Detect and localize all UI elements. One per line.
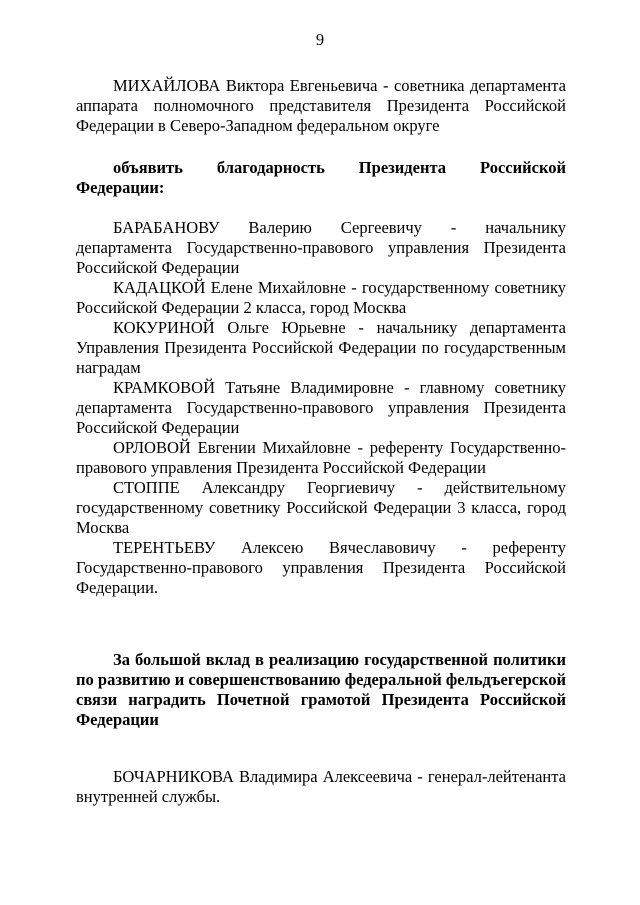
paragraph-terentyev: ТЕРЕНТЬЕВУ Алексею Вячеславовичу - референту Государственно-правового управления Президента Российской Федерации. [76, 538, 566, 597]
spacer [76, 136, 566, 158]
paragraph-kokurina: КОКУРИНОЙ Ольге Юрьевне - начальнику департамента Управления Президента Российской Федерации по государственным наградам [76, 318, 566, 377]
paragraph-stoppe: СТОППЕ Александру Георгиевичу - действительному государственному советнику Российской Федерации 3 класса, город Москва [76, 478, 566, 537]
paragraph-bocharnikov: БОЧАРНИКОВА Владимира Алексеевича - генерал-лейтенанта внутренней службы. [76, 767, 566, 806]
spacer [76, 598, 566, 650]
paragraph-kadatskaya: КАДАЦКОЙ Елене Михайловне - государственному советнику Российской Федерации 2 класса, город Москва [76, 278, 566, 317]
paragraph-mikhailova: МИХАЙЛОВА Виктора Евгеньевича - советника департамента аппарата полномочного представителя Президента Российской Федерации в Северо-Западном федеральном округе [76, 76, 566, 135]
page-number: 9 [315, 30, 325, 49]
spacer [76, 730, 566, 767]
heading-award: За большой вклад в реализацию государственной политики по развитию и совершенствованию федеральной фельдъегерской связи наградить Почетной грамотой Президента Российской Федерации [76, 650, 566, 729]
spacer [76, 198, 566, 218]
paragraph-orlova: ОРЛОВОЙ Евгении Михайловне - референту Государственно-правового управления Президента Российской Федерации [76, 438, 566, 477]
paragraph-barabanova: БАРАБАНОВУ Валерию Сергеевичу - начальнику департамента Государственно-правового управления Президента Российской Федерации [76, 218, 566, 277]
paragraph-kramkova: КРАМКОВОЙ Татьяне Владимировне - главному советнику департамента Государственно-правового управления Президента Российской Федерации [76, 378, 566, 437]
document-body [76, 76, 566, 807]
heading-thanks: объявить благодарность Президента Российской Федерации: [76, 158, 566, 197]
